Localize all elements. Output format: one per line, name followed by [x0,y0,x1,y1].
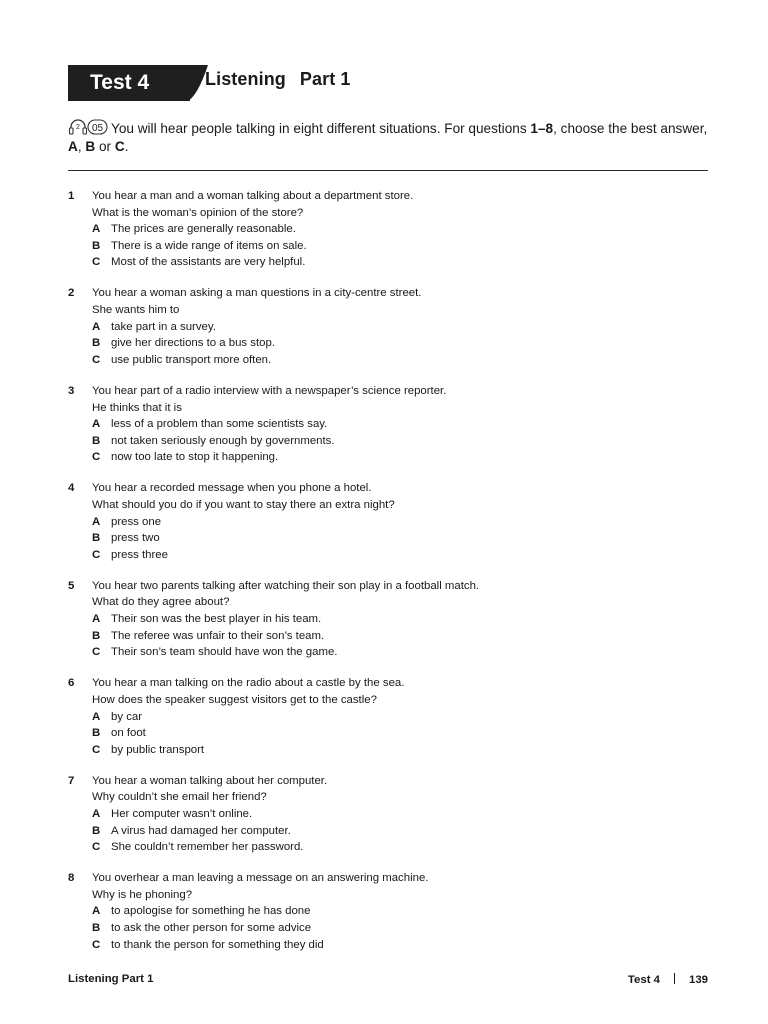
option-letter: C [92,353,101,366]
question-2 [68,285,708,368]
track-disc-number: 2 [76,124,80,131]
option-letter: A [92,710,101,723]
option-text: press two [111,532,160,545]
option-text: She couldn’t remember her password. [111,841,304,854]
option-letter: B [92,532,101,545]
page-header [68,65,728,101]
question-number: 4 [68,482,75,495]
instructions-text-2: , choose the best answer, [553,121,708,136]
question-number: 5 [68,579,75,592]
option-text: The prices are generally reasonable. [111,223,296,236]
question-number: 1 [68,190,75,202]
question-text: Why couldn’t she email her friend? [92,791,267,804]
audio-track-badge [68,118,108,136]
option-b [92,823,708,840]
question-list [68,188,708,953]
option-b [92,725,708,742]
option-letter: B [92,434,101,447]
question-number: 8 [68,872,75,885]
question-text: How does the speaker suggest visitors get to the castle? [92,693,377,706]
question-prompt: You hear a man talking on the radio about a castle by the sea. [92,677,405,690]
question-number: 7 [68,774,75,787]
question-text: What should you do if you want to stay there an extra night? [92,499,395,511]
option-a [92,416,708,433]
option-b [92,238,708,255]
footer-section-label: Listening Part 1 [68,973,154,985]
question-4 [68,480,708,563]
option-letter: C [92,256,101,269]
headphones-icon [68,118,108,136]
option-letter: C [92,841,101,854]
option-a [92,221,708,238]
option-text: by car [111,710,143,723]
option-text: on foot [111,727,146,740]
track-number: 05 [91,123,104,134]
question-8 [68,870,708,953]
section-title [205,69,351,90]
page-number: 139 [688,974,708,986]
option-text: Her computer wasn’t online. [111,808,253,820]
question-7 [68,773,708,856]
question-text: What do they agree about? [92,596,230,609]
option-letter: C [92,548,101,561]
option-letter: A [92,515,101,528]
option-c [92,547,708,564]
option-text: take part in a survey. [111,320,216,333]
option-text: press one [111,515,162,528]
option-letter: C [92,646,101,659]
footer-test-label: Test 4 [627,974,660,986]
question-text: He thinks that it is [92,401,182,414]
option-c [92,352,708,369]
option-c [92,937,708,954]
question-prompt: You hear a recorded message when you phone a hotel. [92,482,372,495]
instructions [68,118,708,156]
option-text: to apologise for something he has done [111,905,311,918]
question-number: 6 [68,677,75,690]
test-label-tab: Test 4 [68,65,190,101]
option-a [92,903,708,920]
option-text: give her directions to a bus stop. [111,337,275,350]
option-b [92,628,708,645]
instr-end: . [124,139,129,154]
question-prompt: You hear two parents talking after watching their son play in a football match. [92,579,480,592]
question-5 [68,578,708,661]
question-text: Why is he phoning? [92,888,193,901]
option-text: Their son’s team should have won the game. [111,646,338,659]
question-prompt: You hear part of a radio interview with a newspaper’s science reporter. [92,384,447,397]
option-b [92,433,708,450]
question-3 [68,383,708,466]
option-text: The referee was unfair to their son’s team. [111,629,325,642]
option-letter: B [92,922,101,935]
question-number: 3 [68,384,75,397]
question-6 [68,675,708,758]
instr-sep-1: , [77,139,86,154]
question-prompt: You hear a woman asking a man questions in a city-centre street. [92,287,422,300]
option-letter: B [92,629,101,642]
part-name: Part 1 [299,69,351,89]
option-text: less of a problem than some scientists say. [111,418,328,431]
option-a [92,611,708,628]
option-letter: A [92,613,101,626]
option-letter: B [92,824,101,837]
option-letter: B [92,727,101,740]
option-a [92,319,708,336]
option-text: by public transport [111,743,205,756]
question-text: She wants him to [92,304,180,317]
option-b [92,530,708,547]
option-letter: A [92,808,101,820]
footer-page-info [628,973,708,986]
option-a [92,806,708,823]
question-1 [68,188,708,271]
option-text: not taken seriously enough by governments. [111,434,335,447]
option-text: A virus had damaged her computer. [111,824,291,837]
option-a [92,514,708,531]
option-letter: A [92,905,101,918]
question-text: What is the woman’s opinion of the store? [92,206,304,219]
option-letter: C [92,451,101,464]
option-text: to ask the other person for some advice [111,922,312,935]
option-c [92,839,708,856]
option-letter: A [92,320,101,333]
option-letter: A [92,223,101,236]
instr-opt-b: B [85,139,96,154]
option-text: There is a wide range of items on sale. [111,239,307,252]
question-prompt: You hear a man and a woman talking about a department store. [92,190,414,202]
section-name: Listening [205,69,286,89]
instr-opt-a: A [68,139,78,154]
instr-opt-c: C [114,139,125,154]
option-letter: B [92,337,101,350]
option-letter: C [92,743,101,756]
question-prompt: You hear a woman talking about her computer. [92,774,328,787]
option-c [92,254,708,271]
option-c [92,449,708,466]
question-range: 1–8 [530,121,554,136]
option-c [92,742,708,759]
option-b [92,335,708,352]
option-b [92,920,708,937]
option-letter: A [92,418,101,431]
instructions-text-1: You will hear people talking in eight different situations. For questions [111,121,531,136]
option-text: use public transport more often. [111,353,272,366]
option-text: now too late to stop it happening. [111,451,279,464]
instr-sep-2: or [95,139,115,154]
option-letter: C [92,938,101,951]
option-text: Their son was the best player in his team. [111,613,322,626]
footer-separator [674,973,675,984]
question-number: 2 [68,287,75,300]
question-prompt: You overhear a man leaving a message on an answering machine. [92,872,429,885]
option-text: press three [111,548,168,561]
option-c [92,644,708,661]
option-letter: B [92,239,101,252]
divider-rule [68,170,708,171]
option-text: Most of the assistants are very helpful. [111,256,306,269]
option-text: to thank the person for something they did [111,938,324,951]
option-a [92,709,708,726]
